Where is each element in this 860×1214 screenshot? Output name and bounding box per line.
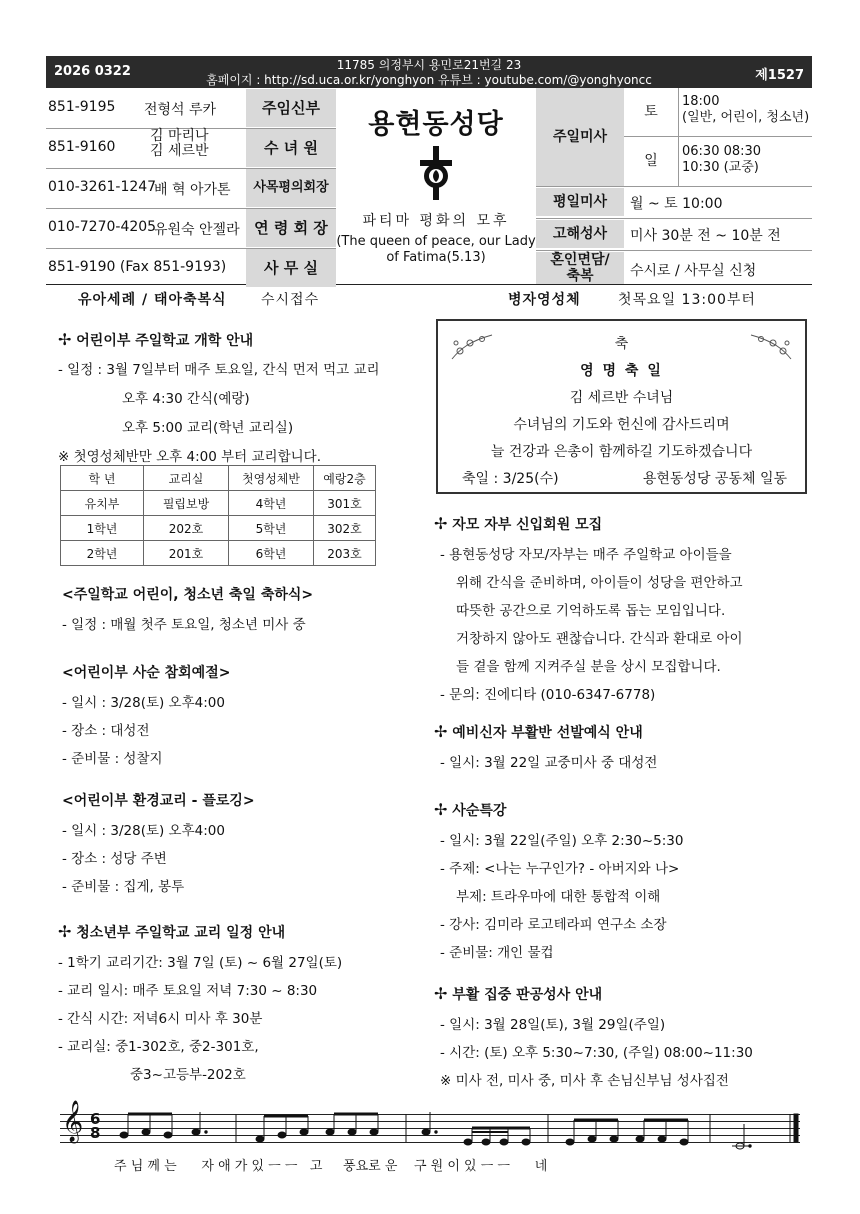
text-line: 오후 5:00 교리(학년 교리실) [122,420,294,436]
contact-name: 배 혁 아가톤 [154,182,231,198]
text-line: - 일시: 3월 28일(토), 3월 29일(주일) [440,1017,666,1033]
text-line: 거창하지 않아도 괜찮습니다. 간식과 환대로 아이 [456,631,743,647]
section-title [58,922,428,942]
text-line: - 일시 : 3/28(토) 오후4:00 [62,695,225,711]
confession-label: 고해성사 [536,220,624,248]
feast-celebration-section [62,584,422,633]
section-title-text: 예비신자 부활반 선발예식 안내 [452,725,643,741]
text-line: ※ 미사 전, 미사 중, 미사 후 손님신부님 성사집전 [440,1073,729,1089]
table-cell: 첫영성체반 [229,466,314,491]
table-cell: 학 년 [61,466,144,491]
text-line: - 장소 : 대성전 [62,723,150,739]
text-line: - 교리 일시: 매주 토요일 저녁 7:30 ~ 8:30 [58,983,318,999]
sacrament-band [46,286,812,310]
text-line: ※ 첫영성체반만 오후 4:00 부터 교리합니다. [58,449,321,465]
parish-name: 용현동성당 [368,109,504,140]
sick-communion-value: 첫목요일 13:00부터 [618,292,756,308]
time-signature-top: 6 [90,1110,101,1128]
sunday-school-section [58,330,418,465]
text-line: 중3~고등부-202호 [130,1067,246,1083]
congrats-message: 늘 건강과 은총이 함께하길 기도하겠습니다 [490,444,753,460]
parish-subtitle: 파티마 평화의 모후 [362,213,510,229]
section-title: <어린이부 환경교리 - 플로깅> [62,793,255,809]
catechumen-section [434,722,814,771]
text-line: - 일정 : 매월 첫주 토요일, 청소년 미사 중 [62,617,306,633]
section-title-text: 청소년부 주일학교 교리 일정 안내 [76,925,286,941]
divider [536,186,812,187]
contact-phone: 010-7270-4205 [48,219,157,235]
section-title: <주일학교 어린이, 청소년 축일 축하식> [62,587,314,603]
text-line: - 일시: 3월 22일(주일) 오후 2:30~5:30 [440,833,684,849]
table-cell: 4학년 [229,491,314,516]
text-line: - 장소 : 성당 주변 [62,851,167,867]
contact-phone: 851-9160 [48,139,116,155]
weekday-mass-value: 월 ~ 토 10:00 [630,196,723,212]
feast-day-congrats-box [436,319,807,494]
congrats-date: 축일 : 3/25(수) [462,471,559,487]
lent-lecture-section [434,800,814,961]
contact-row [46,168,336,209]
infant-baptism-value: 수시접수 [261,292,320,308]
text-line: - 일정 : 3월 7일부터 매주 토요일, 간식 먼저 먹고 교리 [58,362,380,378]
table-row [61,466,376,491]
section-title: <어린이부 사순 참회예절> [62,665,231,681]
parish-subtitle-en: (The queen of peace, our Lady of Fatima(5.13) [336,234,536,265]
table-cell: 1학년 [61,516,144,541]
table-cell: 유치부 [61,491,144,516]
text-line: - 일시 : 3/28(토) 오후4:00 [62,823,225,839]
text-line: - 용현동성당 자모/자부는 매주 주일학교 아이들을 [440,547,732,563]
table-cell: 201호 [144,541,229,566]
text-line: 부제: 트라우마에 대한 통합적 이해 [456,889,661,905]
text-line: - 교리실: 중1-302호, 중2-301호, [58,1039,259,1055]
confession-value: 미사 30분 전 ~ 10분 전 [630,228,781,244]
marriage-label-2: 축복 [566,268,594,284]
table-cell: 교리실 [144,466,229,491]
music-staff [60,1101,810,1146]
classroom-table [60,465,376,566]
music-notes [60,1110,810,1150]
weekday-mass-label: 평일미사 [536,188,624,216]
table-row [61,541,376,566]
text-line: - 준비물: 개인 물컵 [440,945,554,961]
cross-icon: ✢ [58,922,72,941]
text-line: 들 곁을 함께 지켜주실 분을 상시 모집합니다. [456,659,721,675]
section-title-text: 어린이부 주일학교 개학 안내 [76,333,254,349]
floral-ornament-icon [749,331,793,361]
section-title [434,514,814,534]
floral-ornament-icon [450,331,494,361]
parish-address: 11785 의정부시 용민로21번길 23 [336,58,522,72]
sunday-label: 일 [624,136,679,186]
congrats-title: 영 명 축 일 [580,363,663,379]
table-cell: 2학년 [61,541,144,566]
text-line: - 강사: 김미라 로고테라피 연구소 소장 [440,917,667,933]
contact-phone: 010-3261-1247 [48,179,157,195]
table-row [61,491,376,516]
treble-clef-icon: 𝄞 [62,1101,84,1142]
song-lyrics [60,1155,820,1175]
text-line: 위해 간식을 준비하며, 아이들이 성당을 편안하고 [456,575,743,591]
parish-block [336,88,536,284]
contact-role: 사 무 실 [246,249,336,287]
header-bar [46,56,812,88]
text-line: - 시간: (토) 오후 5:30~7:30, (주일) 08:00~11:30 [440,1045,753,1061]
congrats-person: 김 세르반 수녀님 [569,390,674,406]
section-title [434,800,814,820]
cross-icon: ✢ [58,330,72,349]
text-line: 따뜻한 공간으로 기억하도록 돕는 모임입니다. [456,603,726,619]
table-cell: 202호 [144,516,229,541]
contact-row [46,248,336,284]
text-line: - 일시: 3월 22일 교중미사 중 대성전 [440,755,658,771]
saturday-note: (일반, 어린이, 청소년) [682,110,810,125]
contact-role: 수 녀 원 [246,129,336,167]
mothers-section [434,514,814,703]
bulletin-date: 2026 0322 [54,64,131,79]
congrats-signature: 용현동성당 공동체 일동 [642,471,787,487]
table-cell: 203호 [314,541,376,566]
cross-icon: ✢ [434,984,448,1003]
table-cell: 6학년 [229,541,314,566]
text-line: - 준비물 : 성찰지 [62,751,163,767]
contact-role: 주임신부 [246,89,336,127]
saturday-mass-time [682,94,809,126]
contact-row [46,128,336,169]
divider [536,250,812,251]
saturday-label: 토 [624,88,679,137]
lyrics-text: 주 님 께 는 자 애 가 있 ㅡ ㅡ 고 풍요로 운 구 원 이 있 ㅡ ㅡ 네 [114,1159,548,1174]
sunday-mass-time [682,144,761,176]
table-cell: 예랑2층 [314,466,376,491]
text-line: - 준비물 : 집게, 봉투 [62,879,185,895]
contact-row [46,88,336,129]
easter-confession-section [434,984,814,1089]
table-row [61,516,376,541]
contact-name: 유원숙 안젤라 [154,222,240,238]
youth-section [58,922,428,1083]
section-title-text: 부활 집중 판공성사 안내 [452,987,603,1003]
text-line: - 1학기 교리기간: 3월 7일 (토) ~ 6월 27일(토) [58,955,343,971]
contact-role: 연 령 회 장 [246,209,336,247]
congrats-footer [438,468,805,486]
parish-web: 홈페이지 : http://sd.uca.or.kr/yonghyon 유튜브 : youtube.com/@yonghyoncc [206,73,652,87]
sunday-mass-label: 주일미사 [536,88,624,186]
cross-icon: ✢ [434,800,448,819]
marriage-value: 수시로 / 사무실 신청 [630,263,757,279]
contact-name: 김 마리나 김 세르반 [150,128,209,159]
sunday-time-2: 10:30 (교중) [682,160,759,175]
table-cell: 5학년 [229,516,314,541]
saturday-time: 18:00 [682,94,720,109]
sick-communion-label: 병자영성체 [508,292,581,308]
text-line: - 문의: 진에디타 (010-6347-6778) [440,687,656,703]
section-title-text: 자모 자부 신입회원 모집 [452,517,603,533]
contact-phone: 851-9190 (Fax 851-9193) [48,259,227,275]
section-title-text: 사순특강 [452,803,507,819]
cross-icon: ✢ [434,514,448,533]
infant-baptism-label: 유아세례 / 태아축복식 [78,292,227,308]
divider [624,136,812,137]
time-signature-bottom: 8 [90,1124,101,1142]
table-cell: 301호 [314,491,376,516]
text-line: 오후 4:30 간식(예랑) [122,391,250,407]
contact-phone: 851-9195 [48,99,116,115]
contact-role: 사목평의회장 [246,169,336,207]
cross-icon: ✢ [434,722,448,741]
header-info [46,88,812,285]
table-cell: 302호 [314,516,376,541]
contact-name: 전형석 루카 [144,102,217,118]
congrats-message: 수녀님의 기도와 헌신에 감사드리며 [513,417,730,433]
text-line: - 주제: <나는 누구인가? - 아버지와 나> [440,861,680,877]
section-title [434,722,814,742]
divider [536,218,812,219]
text-line: - 간식 시간: 저녁6시 미사 후 30분 [58,1011,263,1027]
issue-number: 제1527 [755,68,804,83]
section-title [434,984,814,1004]
table-cell: 필립보방 [144,491,229,516]
plogging-section [62,790,422,895]
congrats-heading: 축 [614,336,629,352]
sunday-time-1: 06:30 08:30 [682,144,762,159]
parish-emblem-icon [416,146,456,200]
marriage-label [536,252,624,284]
penance-section [62,662,422,767]
contact-row [46,208,336,249]
marriage-label-1: 혼인면담/ [550,252,610,268]
section-title [58,330,418,350]
